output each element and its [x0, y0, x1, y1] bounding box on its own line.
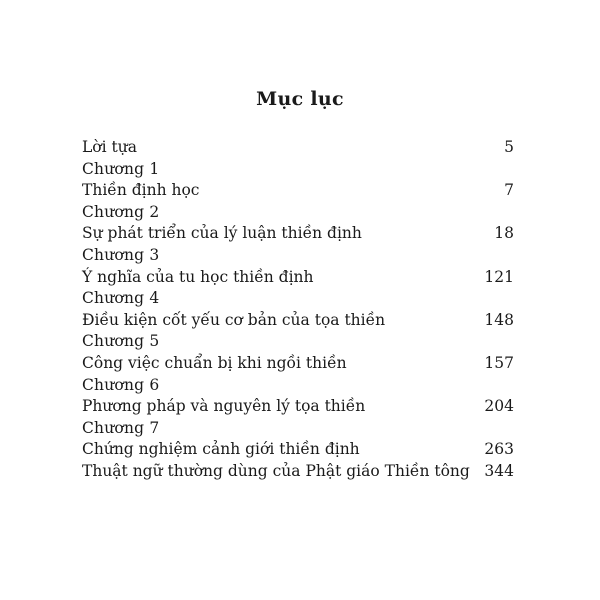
toc-entry — [82, 137, 514, 159]
toc-entry — [82, 396, 514, 418]
toc-entry — [82, 267, 514, 289]
toc-entry-label: Chương 2 — [82, 202, 160, 221]
toc-entry-label: Chương 5 — [82, 332, 160, 351]
toc-entry — [82, 461, 514, 483]
toc-entry-label: Chương 4 — [82, 289, 160, 308]
toc-entry-label: Phương pháp và nguyên lý tọa thiền — [82, 397, 366, 416]
toc-entry-label: Chứng nghiệm cảnh giới thiền định — [82, 440, 360, 459]
toc-entry-label: Ý nghĩa của tu học thiền định — [82, 267, 314, 286]
toc-entry-label: Chương 6 — [82, 375, 160, 394]
toc-entry-label: Thuật ngữ thường dùng của Phật giáo Thiền tông — [82, 461, 470, 480]
toc-page-number: 263 — [484, 440, 514, 459]
toc-page-number: 157 — [484, 353, 514, 372]
toc-page-number: 18 — [494, 224, 514, 243]
toc-entry — [82, 439, 514, 461]
toc-chapter-heading — [82, 418, 514, 440]
toc-entry-label: Chương 7 — [82, 418, 160, 437]
toc-page-number: 148 — [484, 310, 514, 329]
toc-chapter-heading — [82, 375, 514, 397]
toc-entry-label: Sự phát triển của lý luận thiền định — [82, 224, 362, 243]
page-title: Mục lục — [256, 88, 344, 110]
table-of-contents — [82, 137, 514, 483]
toc-entry-label: Thiền định học — [82, 181, 200, 200]
toc-entry-label: Chương 1 — [82, 159, 160, 178]
toc-chapter-heading — [82, 331, 514, 353]
toc-page-number: 5 — [504, 138, 514, 156]
toc-page-number: 121 — [484, 267, 514, 286]
toc-entry-label: Điều kiện cốt yếu cơ bản của tọa thiền — [82, 310, 386, 329]
toc-chapter-heading — [82, 288, 514, 310]
toc-chapter-heading — [82, 245, 514, 267]
toc-page-number: 7 — [504, 181, 514, 200]
toc-entry — [82, 223, 514, 245]
toc-chapter-heading — [82, 159, 514, 181]
toc-entry — [82, 310, 514, 332]
toc-page-number: 204 — [484, 397, 514, 416]
toc-entry — [82, 353, 514, 375]
toc-entry-label: Lời tựa — [82, 138, 137, 156]
toc-chapter-heading — [82, 202, 514, 224]
toc-entry — [82, 180, 514, 202]
toc-entry-label: Công việc chuẩn bị khi ngồi thiền — [82, 353, 347, 372]
toc-entry-label: Chương 3 — [82, 245, 160, 264]
toc-page-number: 344 — [484, 461, 514, 480]
